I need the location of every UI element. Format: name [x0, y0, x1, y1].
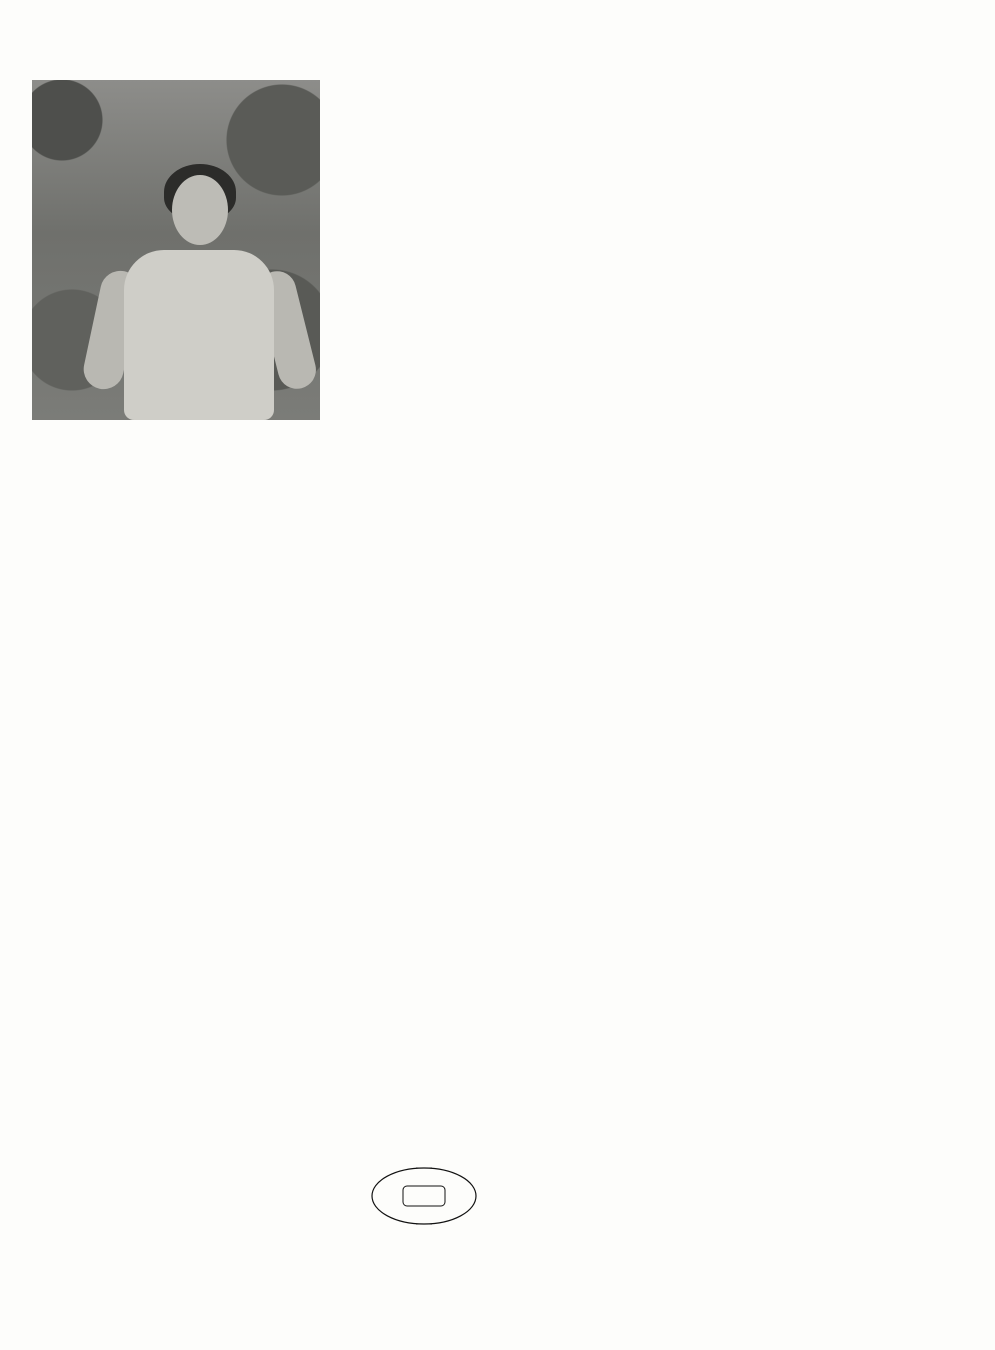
distribution-figure: [336, 1148, 516, 1240]
